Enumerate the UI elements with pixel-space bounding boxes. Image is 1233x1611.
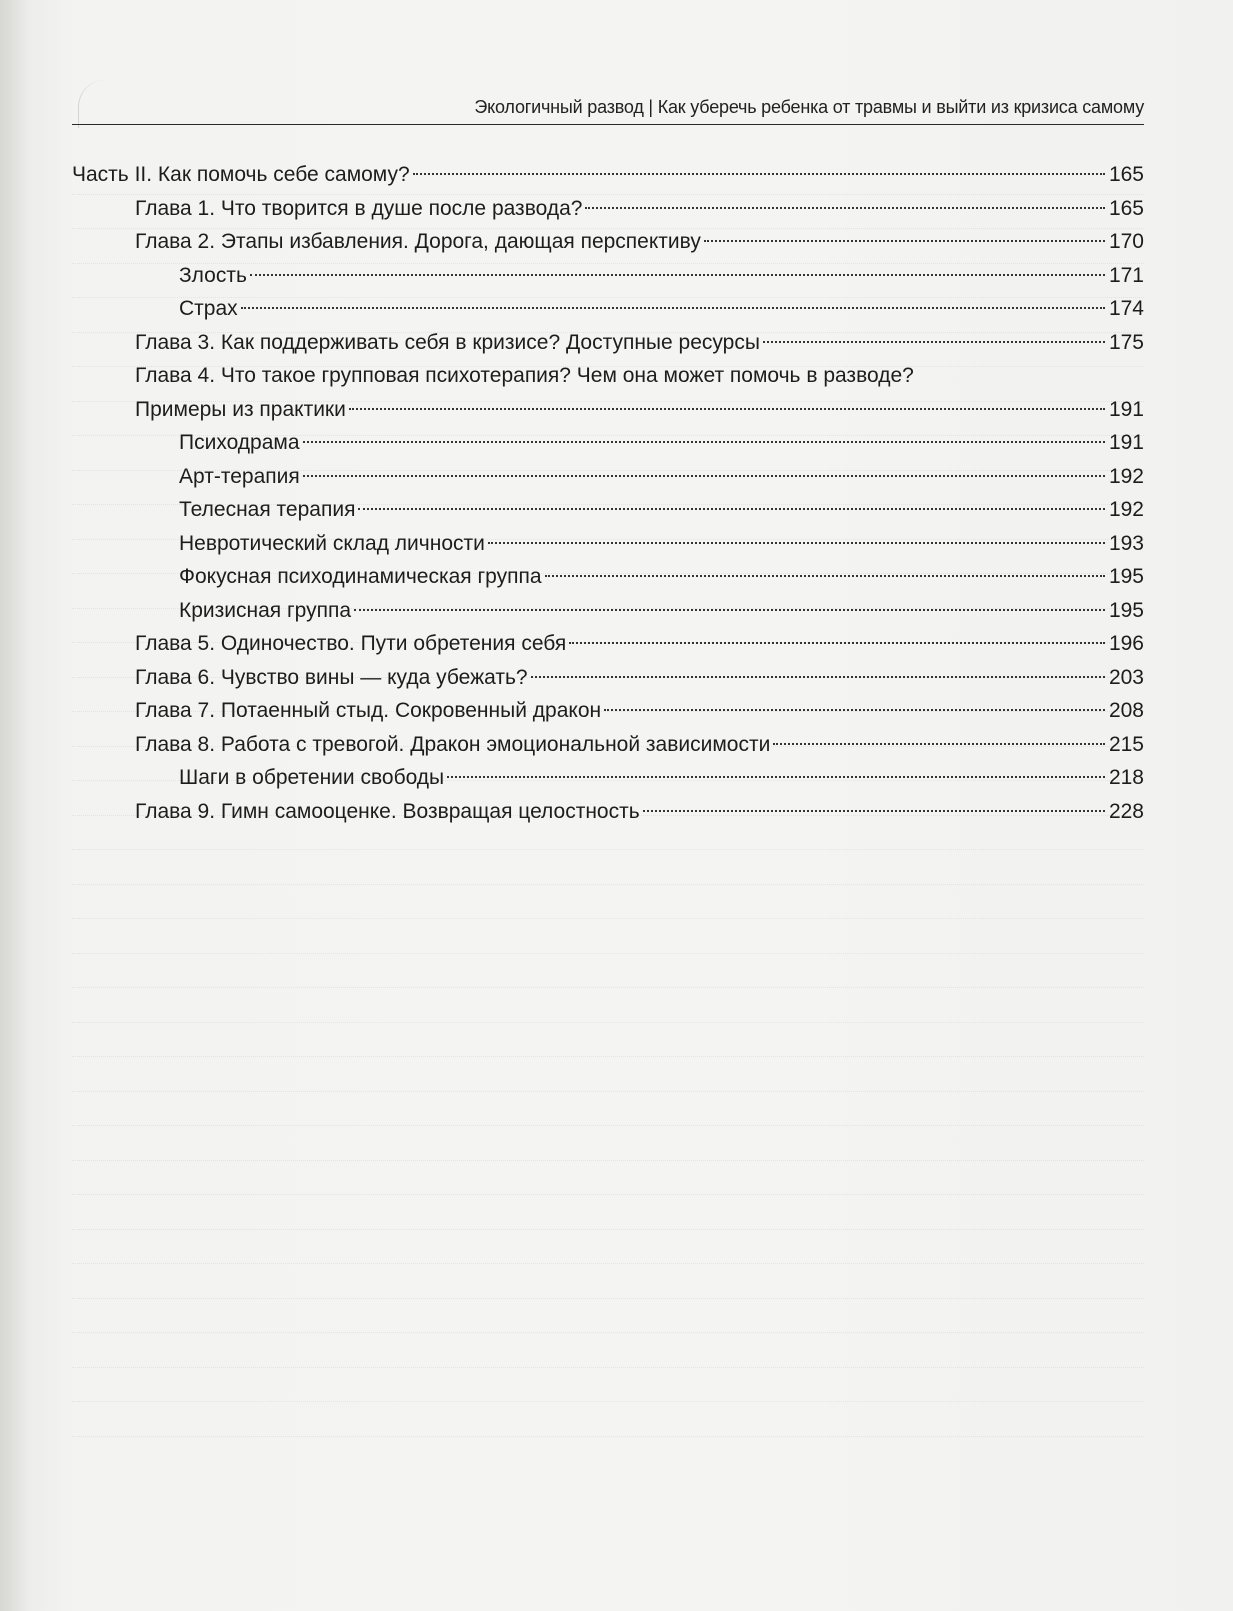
toc-entry[interactable] xyxy=(72,627,1144,661)
toc-entry-title: Невротический склад личности xyxy=(179,531,485,555)
toc-entry[interactable] xyxy=(72,594,1144,628)
toc-entry-title: Глава 9. Гимн самооценке. Возвращая целостность xyxy=(135,799,640,823)
toc-entry-page-number: 175 xyxy=(1108,330,1144,354)
running-header: Экологичный развод | Как уберечь ребенка от травмы и выйти из кризиса самому xyxy=(474,97,1144,117)
toc-entry[interactable] xyxy=(72,527,1144,561)
toc-dot-leader xyxy=(604,709,1105,711)
toc-entry-page-number: 192 xyxy=(1108,498,1144,521)
toc-entry[interactable] xyxy=(72,225,1144,259)
toc-entry[interactable] xyxy=(72,259,1144,293)
toc-entry-title: Глава 5. Одиночество. Пути обретения себя xyxy=(135,632,567,655)
toc-entry-title: Арт-терапия xyxy=(179,464,300,488)
toc-entry-title: Глава 1. Что творится в душе после развода? xyxy=(135,196,583,220)
toc-entry[interactable] xyxy=(72,326,1144,360)
toc-entry-title: Психодрама xyxy=(179,431,300,454)
toc-entry-title: Шаги в обретении свободы xyxy=(179,766,445,789)
toc-dot-leader xyxy=(704,240,1105,242)
toc-entry-title: Часть II. Как помочь себе самому? xyxy=(72,163,410,186)
toc-entry-page-number: 203 xyxy=(1108,665,1144,689)
toc-entry[interactable] xyxy=(72,292,1144,326)
toc-entry-page-number: 174 xyxy=(1108,297,1144,320)
toc-entry-page-number: 228 xyxy=(1108,799,1144,823)
toc-dot-leader xyxy=(250,274,1105,276)
toc-entry-title: Глава 8. Работа с тревогой. Дракон эмоциональной зависимости xyxy=(135,732,771,756)
toc-entry[interactable] xyxy=(72,426,1144,460)
toc-entry[interactable] xyxy=(72,359,1144,393)
toc-dot-leader xyxy=(643,810,1105,812)
toc-dot-leader xyxy=(447,776,1105,778)
toc-entry[interactable] xyxy=(72,493,1144,527)
toc-entry[interactable] xyxy=(72,560,1144,594)
toc-dot-leader xyxy=(773,743,1105,745)
toc-dot-leader xyxy=(545,575,1105,577)
toc-entry-page-number: 195 xyxy=(1108,598,1144,622)
toc-entry-page-number: 191 xyxy=(1108,431,1144,454)
toc-entry[interactable] xyxy=(72,192,1144,226)
toc-entry-title: Глава 3. Как поддерживать себя в кризисе? Доступные ресурсы xyxy=(135,330,760,354)
toc-entry-title: Примеры из практики xyxy=(135,397,346,421)
table-of-contents xyxy=(72,158,1144,828)
toc-entry[interactable] xyxy=(72,158,1144,192)
toc-dot-leader xyxy=(358,508,1105,510)
toc-entry-page-number: 193 xyxy=(1108,531,1144,555)
toc-entry[interactable] xyxy=(72,795,1144,829)
toc-dot-leader xyxy=(349,408,1105,410)
toc-entry-title: Фокусная психодинамическая группа xyxy=(179,565,542,588)
toc-dot-leader xyxy=(763,341,1105,343)
toc-entry[interactable] xyxy=(72,728,1144,762)
toc-entry-page-number: 196 xyxy=(1108,632,1144,655)
toc-entry-title: Кризисная группа xyxy=(179,598,352,622)
toc-dot-leader xyxy=(488,542,1105,544)
toc-entry[interactable] xyxy=(72,460,1144,494)
toc-entry-page-number: 191 xyxy=(1108,397,1144,421)
toc-entry-title: Страх xyxy=(179,297,238,320)
toc-entry-title: Телесная терапия xyxy=(179,498,356,521)
toc-entry-title: Глава 6. Чувство вины — куда убежать? xyxy=(135,665,528,689)
toc-entry-page-number: 171 xyxy=(1108,263,1144,287)
toc-entry-title: Глава 7. Потаенный стыд. Сокровенный дракон xyxy=(135,699,602,722)
toc-entry[interactable] xyxy=(72,393,1144,427)
toc-dot-leader xyxy=(303,441,1105,443)
toc-entry-page-number: 218 xyxy=(1108,766,1144,789)
toc-dot-leader xyxy=(241,307,1105,309)
toc-dot-leader xyxy=(569,642,1105,644)
toc-dot-leader xyxy=(413,173,1105,175)
toc-entry-title: Злость xyxy=(179,263,247,287)
toc-dot-leader xyxy=(585,207,1105,209)
header-rule xyxy=(72,124,1144,125)
toc-entry[interactable] xyxy=(72,694,1144,728)
toc-entry-title: Глава 2. Этапы избавления. Дорога, дающая перспективу xyxy=(135,230,701,253)
toc-dot-leader xyxy=(354,609,1105,611)
toc-dot-leader xyxy=(303,475,1105,477)
toc-entry[interactable] xyxy=(72,761,1144,795)
toc-entry-page-number: 170 xyxy=(1108,230,1144,253)
toc-entry-page-number: 165 xyxy=(1108,163,1144,186)
toc-entry-title: Глава 4. Что такое групповая психотерапия? Чем она может помочь в разводе? xyxy=(135,364,914,387)
toc-entry-page-number: 208 xyxy=(1108,699,1144,722)
binding-shadow xyxy=(0,0,30,1611)
toc-entry-page-number: 195 xyxy=(1108,565,1144,588)
toc-entry[interactable] xyxy=(72,661,1144,695)
toc-entry-page-number: 192 xyxy=(1108,464,1144,488)
toc-dot-leader xyxy=(531,676,1105,678)
toc-entry-page-number: 215 xyxy=(1108,732,1144,756)
toc-entry-page-number: 165 xyxy=(1108,196,1144,220)
